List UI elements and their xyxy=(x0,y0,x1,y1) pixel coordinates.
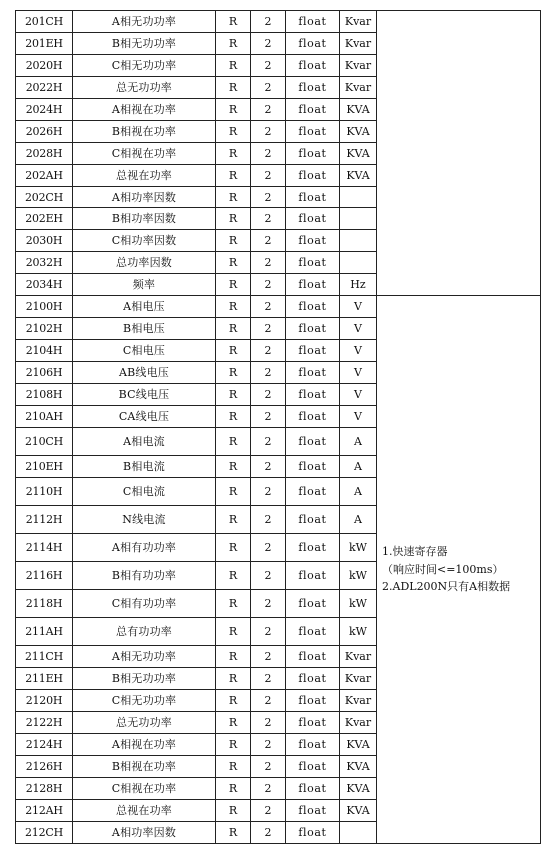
cell-len: 2 xyxy=(251,618,286,646)
cell-len: 2 xyxy=(251,208,286,230)
cell-addr: 210CH xyxy=(16,428,73,456)
cell-len: 2 xyxy=(251,165,286,187)
cell-type: float xyxy=(286,187,340,208)
cell-rw: R xyxy=(216,340,251,362)
cell-len: 2 xyxy=(251,456,286,478)
cell-name: A相视在功率 xyxy=(73,99,216,121)
cell-name: A相视在功率 xyxy=(73,734,216,756)
cell-type: float xyxy=(286,362,340,384)
cell-unit: Hz xyxy=(340,274,377,296)
cell-len: 2 xyxy=(251,646,286,668)
cell-rw: R xyxy=(216,77,251,99)
cell-type: float xyxy=(286,121,340,143)
cell-len: 2 xyxy=(251,668,286,690)
cell-addr: 202AH xyxy=(16,165,73,187)
cell-type: float xyxy=(286,208,340,230)
cell-len: 2 xyxy=(251,121,286,143)
cell-type: float xyxy=(286,478,340,506)
cell-name: CA线电压 xyxy=(73,406,216,428)
cell-name: C相无功功率 xyxy=(73,55,216,77)
cell-addr: 2124H xyxy=(16,734,73,756)
cell-len: 2 xyxy=(251,778,286,800)
remark-cell-empty xyxy=(377,11,541,296)
register-table-body xyxy=(16,11,541,844)
cell-rw: R xyxy=(216,143,251,165)
cell-len: 2 xyxy=(251,734,286,756)
cell-len: 2 xyxy=(251,712,286,734)
remark-line1: 1.快速寄存器 xyxy=(382,545,448,559)
register-table-page xyxy=(15,10,540,842)
cell-rw: R xyxy=(216,478,251,506)
cell-name: A相电流 xyxy=(73,428,216,456)
cell-unit: Kvar xyxy=(340,668,377,690)
cell-type: float xyxy=(286,646,340,668)
cell-addr: 2116H xyxy=(16,562,73,590)
cell-len: 2 xyxy=(251,800,286,822)
cell-unit: kW xyxy=(340,618,377,646)
cell-addr: 2114H xyxy=(16,534,73,562)
cell-type: float xyxy=(286,668,340,690)
register-table xyxy=(15,10,541,844)
cell-unit: KVA xyxy=(340,143,377,165)
cell-rw: R xyxy=(216,590,251,618)
cell-name: A相无功功率 xyxy=(73,646,216,668)
cell-unit: KVA xyxy=(340,756,377,778)
cell-type: float xyxy=(286,252,340,274)
cell-name: 总无功功率 xyxy=(73,77,216,99)
cell-rw: R xyxy=(216,296,251,318)
cell-type: float xyxy=(286,99,340,121)
cell-unit: KVA xyxy=(340,99,377,121)
cell-unit: kW xyxy=(340,590,377,618)
cell-unit: A xyxy=(340,456,377,478)
cell-unit: Kvar xyxy=(340,690,377,712)
cell-rw: R xyxy=(216,384,251,406)
table-row xyxy=(16,296,541,318)
cell-rw: R xyxy=(216,456,251,478)
cell-len: 2 xyxy=(251,562,286,590)
cell-type: float xyxy=(286,756,340,778)
cell-len: 2 xyxy=(251,428,286,456)
cell-name: B相有功功率 xyxy=(73,562,216,590)
cell-unit: Kvar xyxy=(340,77,377,99)
cell-type: float xyxy=(286,590,340,618)
cell-rw: R xyxy=(216,534,251,562)
cell-name: B相视在功率 xyxy=(73,121,216,143)
cell-type: float xyxy=(286,534,340,562)
cell-addr: 2030H xyxy=(16,230,73,252)
cell-type: float xyxy=(286,340,340,362)
cell-len: 2 xyxy=(251,230,286,252)
cell-len: 2 xyxy=(251,478,286,506)
cell-len: 2 xyxy=(251,318,286,340)
cell-unit: V xyxy=(340,362,377,384)
cell-rw: R xyxy=(216,121,251,143)
cell-unit: KVA xyxy=(340,778,377,800)
cell-unit: kW xyxy=(340,534,377,562)
cell-name: A相功率因数 xyxy=(73,822,216,844)
cell-rw: R xyxy=(216,165,251,187)
cell-len: 2 xyxy=(251,11,286,33)
remark-cell-note xyxy=(377,296,541,844)
cell-name: 总无功功率 xyxy=(73,712,216,734)
cell-len: 2 xyxy=(251,143,286,165)
cell-addr: 211AH xyxy=(16,618,73,646)
cell-rw: R xyxy=(216,230,251,252)
cell-unit xyxy=(340,187,377,208)
cell-unit: KVA xyxy=(340,734,377,756)
cell-len: 2 xyxy=(251,690,286,712)
cell-type: float xyxy=(286,274,340,296)
cell-unit: V xyxy=(340,384,377,406)
cell-len: 2 xyxy=(251,822,286,844)
cell-addr: 2112H xyxy=(16,506,73,534)
cell-addr: 212AH xyxy=(16,800,73,822)
cell-type: float xyxy=(286,800,340,822)
cell-rw: R xyxy=(216,734,251,756)
cell-name: C相有功功率 xyxy=(73,590,216,618)
cell-len: 2 xyxy=(251,756,286,778)
cell-unit xyxy=(340,230,377,252)
cell-len: 2 xyxy=(251,274,286,296)
cell-name: 总视在功率 xyxy=(73,800,216,822)
cell-addr: 210EH xyxy=(16,456,73,478)
cell-unit: A xyxy=(340,478,377,506)
cell-name: B相功率因数 xyxy=(73,208,216,230)
cell-rw: R xyxy=(216,800,251,822)
cell-rw: R xyxy=(216,778,251,800)
cell-type: float xyxy=(286,406,340,428)
cell-len: 2 xyxy=(251,55,286,77)
cell-addr: 210AH xyxy=(16,406,73,428)
cell-rw: R xyxy=(216,756,251,778)
cell-len: 2 xyxy=(251,506,286,534)
remark-line2: （响应时间<=100ms） xyxy=(382,562,504,576)
cell-addr: 211EH xyxy=(16,668,73,690)
cell-rw: R xyxy=(216,668,251,690)
cell-rw: R xyxy=(216,618,251,646)
cell-unit: Kvar xyxy=(340,11,377,33)
cell-len: 2 xyxy=(251,252,286,274)
cell-name: A相无功功率 xyxy=(73,11,216,33)
cell-name: B相电流 xyxy=(73,456,216,478)
cell-rw: R xyxy=(216,252,251,274)
cell-name: AB线电压 xyxy=(73,362,216,384)
cell-addr: 2120H xyxy=(16,690,73,712)
cell-addr: 2034H xyxy=(16,274,73,296)
cell-rw: R xyxy=(216,187,251,208)
table-row xyxy=(16,11,541,33)
cell-type: float xyxy=(286,77,340,99)
cell-type: float xyxy=(286,690,340,712)
cell-rw: R xyxy=(216,562,251,590)
cell-rw: R xyxy=(216,33,251,55)
cell-unit: Kvar xyxy=(340,33,377,55)
cell-name: N线电流 xyxy=(73,506,216,534)
cell-rw: R xyxy=(216,362,251,384)
cell-len: 2 xyxy=(251,340,286,362)
cell-type: float xyxy=(286,165,340,187)
cell-addr: 2022H xyxy=(16,77,73,99)
cell-type: float xyxy=(286,506,340,534)
cell-unit xyxy=(340,822,377,844)
cell-addr: 2024H xyxy=(16,99,73,121)
cell-type: float xyxy=(286,712,340,734)
cell-name: C相电流 xyxy=(73,478,216,506)
cell-unit: KVA xyxy=(340,165,377,187)
cell-addr: 2108H xyxy=(16,384,73,406)
cell-type: float xyxy=(286,296,340,318)
cell-addr: 2028H xyxy=(16,143,73,165)
remark-line3: 2.ADL200N只有A相数据 xyxy=(382,580,511,594)
cell-unit: kW xyxy=(340,562,377,590)
cell-name: 总功率因数 xyxy=(73,252,216,274)
cell-name: C相视在功率 xyxy=(73,778,216,800)
cell-addr: 202CH xyxy=(16,187,73,208)
cell-type: float xyxy=(286,318,340,340)
cell-type: float xyxy=(286,562,340,590)
cell-name: C相无功功率 xyxy=(73,690,216,712)
cell-addr: 2100H xyxy=(16,296,73,318)
cell-unit xyxy=(340,252,377,274)
cell-len: 2 xyxy=(251,406,286,428)
cell-unit: Kvar xyxy=(340,646,377,668)
cell-type: float xyxy=(286,618,340,646)
cell-addr: 201CH xyxy=(16,11,73,33)
cell-rw: R xyxy=(216,55,251,77)
cell-len: 2 xyxy=(251,384,286,406)
cell-name: B相视在功率 xyxy=(73,756,216,778)
cell-type: float xyxy=(286,734,340,756)
cell-addr: 2106H xyxy=(16,362,73,384)
cell-name: 总有功功率 xyxy=(73,618,216,646)
cell-addr: 2104H xyxy=(16,340,73,362)
cell-len: 2 xyxy=(251,99,286,121)
cell-addr: 211CH xyxy=(16,646,73,668)
cell-addr: 2122H xyxy=(16,712,73,734)
cell-addr: 212CH xyxy=(16,822,73,844)
cell-len: 2 xyxy=(251,534,286,562)
cell-rw: R xyxy=(216,712,251,734)
cell-rw: R xyxy=(216,274,251,296)
cell-addr: 2032H xyxy=(16,252,73,274)
cell-type: float xyxy=(286,143,340,165)
cell-type: float xyxy=(286,778,340,800)
cell-rw: R xyxy=(216,690,251,712)
cell-len: 2 xyxy=(251,33,286,55)
cell-unit: Kvar xyxy=(340,55,377,77)
cell-rw: R xyxy=(216,428,251,456)
cell-type: float xyxy=(286,822,340,844)
cell-name: B相电压 xyxy=(73,318,216,340)
cell-addr: 202EH xyxy=(16,208,73,230)
cell-len: 2 xyxy=(251,296,286,318)
cell-name: B相无功功率 xyxy=(73,668,216,690)
cell-name: 总视在功率 xyxy=(73,165,216,187)
cell-len: 2 xyxy=(251,590,286,618)
cell-type: float xyxy=(286,33,340,55)
cell-unit xyxy=(340,208,377,230)
cell-rw: R xyxy=(216,11,251,33)
cell-len: 2 xyxy=(251,187,286,208)
cell-addr: 2110H xyxy=(16,478,73,506)
cell-unit: KVA xyxy=(340,121,377,143)
cell-rw: R xyxy=(216,208,251,230)
cell-type: float xyxy=(286,230,340,252)
cell-type: float xyxy=(286,456,340,478)
cell-name: C相电压 xyxy=(73,340,216,362)
cell-name: A相功率因数 xyxy=(73,187,216,208)
cell-name: A相电压 xyxy=(73,296,216,318)
cell-name: A相有功功率 xyxy=(73,534,216,562)
cell-name: BC线电压 xyxy=(73,384,216,406)
cell-addr: 2102H xyxy=(16,318,73,340)
cell-len: 2 xyxy=(251,77,286,99)
cell-addr: 2126H xyxy=(16,756,73,778)
cell-type: float xyxy=(286,428,340,456)
cell-unit: Kvar xyxy=(340,712,377,734)
cell-name: 频率 xyxy=(73,274,216,296)
cell-rw: R xyxy=(216,646,251,668)
cell-rw: R xyxy=(216,506,251,534)
cell-type: float xyxy=(286,384,340,406)
cell-unit: A xyxy=(340,506,377,534)
cell-name: C相视在功率 xyxy=(73,143,216,165)
cell-name: C相功率因数 xyxy=(73,230,216,252)
cell-addr: 2026H xyxy=(16,121,73,143)
cell-rw: R xyxy=(216,406,251,428)
cell-len: 2 xyxy=(251,362,286,384)
cell-addr: 2128H xyxy=(16,778,73,800)
cell-rw: R xyxy=(216,822,251,844)
cell-unit: V xyxy=(340,296,377,318)
cell-type: float xyxy=(286,11,340,33)
cell-rw: R xyxy=(216,318,251,340)
cell-unit: KVA xyxy=(340,800,377,822)
cell-addr: 2020H xyxy=(16,55,73,77)
cell-unit: V xyxy=(340,340,377,362)
cell-rw: R xyxy=(216,99,251,121)
cell-name: B相无功功率 xyxy=(73,33,216,55)
cell-unit: V xyxy=(340,318,377,340)
cell-unit: V xyxy=(340,406,377,428)
cell-addr: 2118H xyxy=(16,590,73,618)
cell-addr: 201EH xyxy=(16,33,73,55)
cell-type: float xyxy=(286,55,340,77)
cell-unit: A xyxy=(340,428,377,456)
